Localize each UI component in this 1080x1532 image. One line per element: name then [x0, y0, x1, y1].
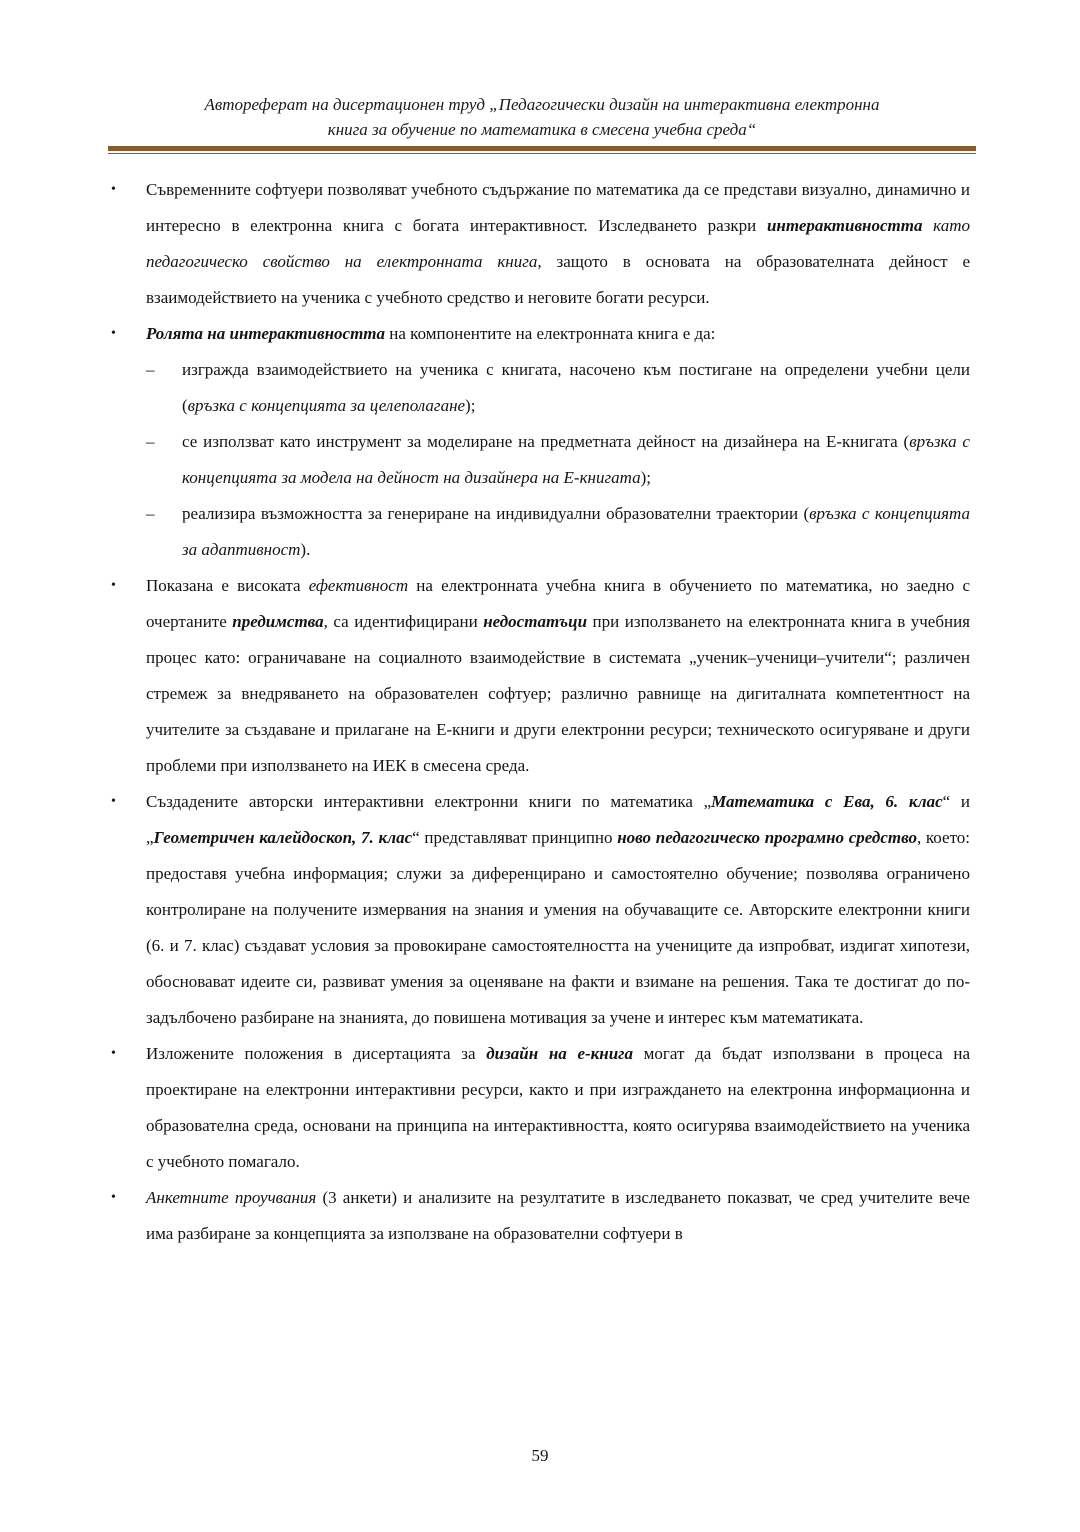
- emphasis-italic: Анкетните проучвания: [146, 1188, 317, 1207]
- text-run: );: [640, 468, 651, 487]
- text-run: Създадените авторски интерактивни електронни книги по математика „: [146, 792, 712, 811]
- text-run: “ и „: [146, 792, 970, 847]
- emphasis-bold-italic: Математика с Ева, 6. клас: [711, 792, 943, 811]
- text-run: , което: предоставя учебна информация; служи за диференцирано и самостоятелно обучение; позволява ограничено контролиране на получените измервания на знания и умения на обучаващите се. Авторските електронни книги (6. и 7. клас) създават условия за провокиране самостоятелността на учениците да изпробват, издигат хипотези, обосновават идеите си, развиват умения за оценяване на факти и взимане на решения. Така те достигат до по-задълбочено разбиране на знанията, до повишена мотивация за учене и интерес към математиката.: [146, 828, 970, 1027]
- emphasis-italic: ефективност: [308, 576, 409, 595]
- dash-item-goal-setting: [108, 352, 970, 424]
- header-line-2: книга за обучение по математика в смесена учебна среда“: [327, 120, 757, 139]
- emphasis-bold-italic: Геометричен калейдоскоп, 7. клас: [153, 828, 413, 847]
- bullet-item-surveys: [108, 1180, 970, 1252]
- dash-item-adaptivity: [108, 496, 970, 568]
- text-run: на електронната учебна книга в обучението по математика, но заедно с очертаните: [146, 576, 971, 631]
- emphasis-bold-italic: предимства: [232, 612, 324, 631]
- emphasis-bold-italic: Ролята на интерактивността: [146, 324, 386, 343]
- bullet-icon: •: [111, 1190, 116, 1205]
- header-rule-thin: [108, 153, 976, 154]
- header-line-1: Автореферат на дисертационен труд „Педагогически дизайн на интерактивна електронна: [204, 95, 880, 114]
- text-run: Показана е високата: [146, 576, 309, 595]
- bullet-icon: •: [111, 1046, 116, 1061]
- emphasis-bold-italic: интерактивността: [766, 216, 923, 235]
- emphasis-italic: връзка с концепцията за целеполагане: [187, 396, 466, 415]
- bullet-icon: •: [111, 326, 116, 341]
- text-run: , са идентифицирани: [323, 612, 484, 631]
- text-run: при използването на електронната книга в учебния процес като: ограничаване на социалното взаимодействие в системата „ученик–ученици–учители“; различен стремеж за внедряването на образователен софтуер; различно равнище на дигиталната компетентност на учителите за създаване и прилагане на Е-книги и други електронни ресурси; техническото осигуряване и други проблеми при използването на ИЕК в смесена среда.: [146, 612, 970, 775]
- page-body: [108, 172, 970, 1252]
- text-run: , защото в основата на образователната дейност е взаимодействието на ученика с учебното средство и неговите богати ресурси.: [146, 252, 970, 307]
- text-run: );: [465, 396, 476, 415]
- emphasis-italic: като педагогическо свойство на електронната книга: [146, 216, 970, 271]
- emphasis-italic: връзка с концепцията за модела на дейност на дизайнера на Е-книгата: [182, 432, 970, 487]
- dash-icon: –: [146, 432, 155, 451]
- running-header: [108, 92, 976, 142]
- bullet-icon: •: [111, 578, 116, 593]
- text-run: ).: [300, 540, 311, 559]
- dash-icon: –: [146, 504, 155, 523]
- emphasis-bold-italic: недостатъци: [483, 612, 588, 631]
- text-run: Съвременните софтуери позволяват учебното съдържание по математика да се представи визуално, динамично и интересно в електронна книга с богата интерактивност. Изследването разкри: [146, 180, 970, 235]
- text-run: реализира възможността за генериране на индивидуални образователни траектории (: [182, 504, 810, 523]
- bullet-item-design-usage: [108, 1036, 970, 1180]
- text-run: (3 анкети) и анализите на резултатите в изследването показват, че сред учителите вече има разбиране за концепцията за използване на образователни софтуери в: [146, 1188, 970, 1243]
- text-run: на компонентите на електронната книга е да:: [385, 324, 716, 343]
- emphasis-italic: връзка с концепцията за адаптивност: [182, 504, 971, 559]
- header-rule-thick: [108, 146, 976, 151]
- text-run: Изложените положения в дисертацията за: [146, 1044, 487, 1063]
- dash-item-designer-model: [108, 424, 970, 496]
- bullet-item-role: [108, 316, 970, 352]
- text-run: се използват като инструмент за моделиране на предметната дейност на дизайнера на Е-книгата (: [182, 432, 910, 451]
- bullet-item-interactivity: [108, 172, 970, 316]
- bullet-icon: •: [111, 794, 116, 809]
- text-run: могат да бъдат използвани в процеса на проектиране на електронни интерактивни ресурси, както и при изграждането на електронна информационна и образователна среда, основани на принципа на интерактивността, която осигурява взаимодействието на ученика с учебното помагало.: [146, 1044, 970, 1171]
- emphasis-bold-italic: ново педагогическо програмно средство: [617, 828, 917, 847]
- bullet-item-authored-books: [108, 784, 970, 1036]
- text-run: “ представляват принципно: [412, 828, 618, 847]
- dash-icon: –: [146, 360, 155, 379]
- bullet-item-effectiveness: [108, 568, 970, 784]
- bullet-icon: •: [111, 182, 116, 197]
- page-number: 59: [531, 1446, 549, 1465]
- text-run: изгражда взаимодействието на ученика с книгата, насочено към постигане на определени учебни цели (: [182, 360, 970, 415]
- emphasis-bold-italic: дизайн на е-книга: [486, 1044, 633, 1063]
